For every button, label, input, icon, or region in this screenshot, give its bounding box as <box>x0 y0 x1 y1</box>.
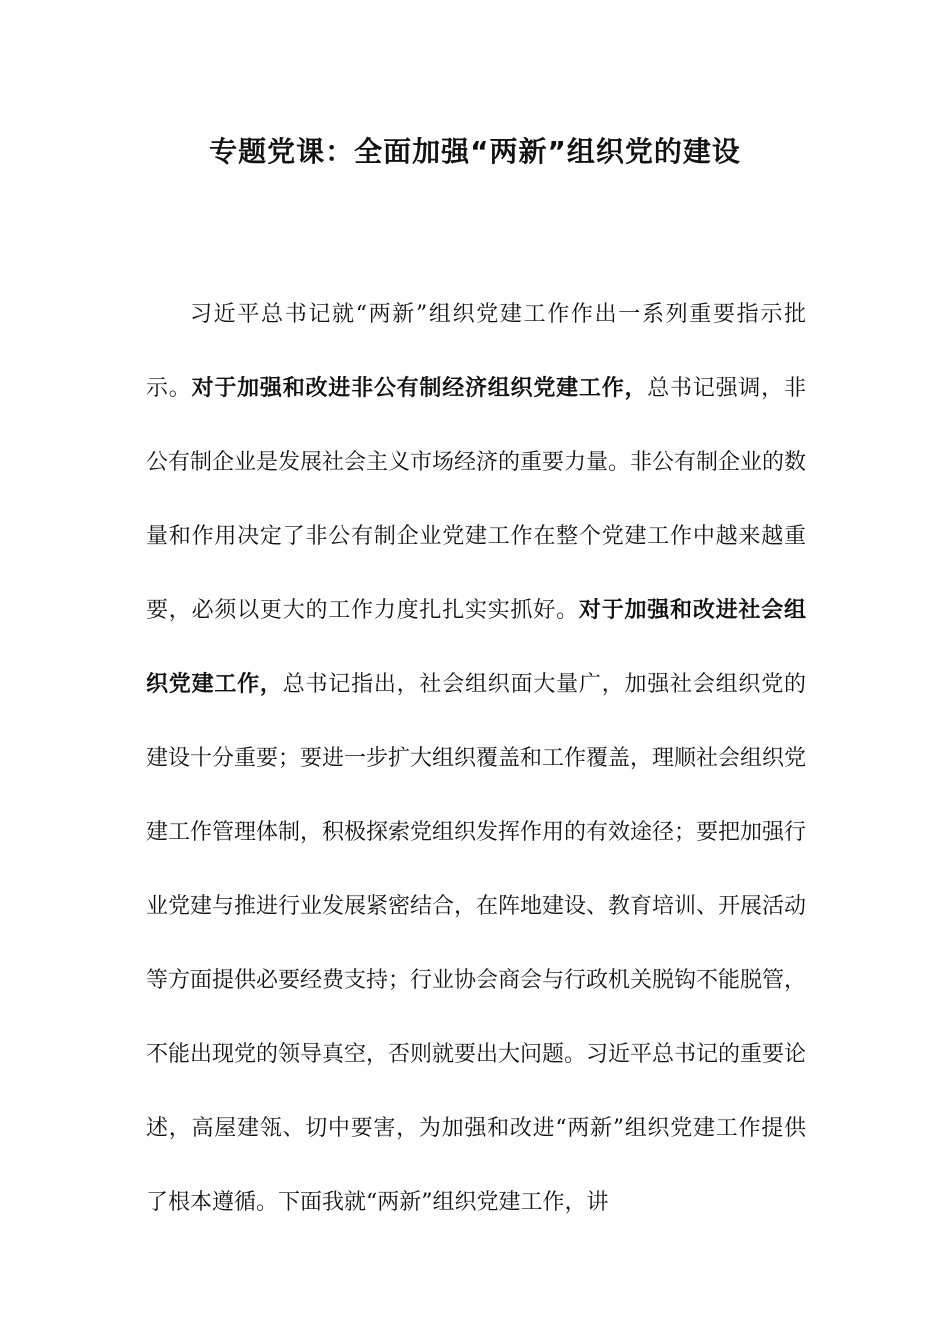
paragraph-text: 总书记指出，社会组织面大量广，加强社会组织党的建设十分重要；要进一步扩大组织覆盖和工作覆盖，理顺社会组织党建工作管理体制，积极探索党组织发挥作用的有效途径；要把加强行业党建与推进行业发展紧密结合，在阵地建设、教育培训、开展活动等方面提供必要经费支持；行业协会商会与行政机关脱钩不能脱管，不能出现党的领导真空，否则就要出大问题。习近平总书记的重要论述，高屋建瓴、切中要害，为加强和改进“两新”组织党建工作提供了根本遵循。下面我就“两新”组织党建工作，讲 <box>146 672 807 1215</box>
bold-heading-nonpublic: 对于加强和改进非公有制经济组织党建工作， <box>191 376 648 401</box>
paragraph-text: 习近平总书记就“两新”组织党建工作作出一系列重要指示批示。 <box>146 302 806 401</box>
document-title: 专题党课：全面加强“两新”组织党的建设 <box>209 135 741 168</box>
paragraph-text: 总书记强调，非公有制企业是发展社会主义市场经济的重要力量。非公有制企业的数量和作用决定了非公有制企业党建工作在整个党建工作中越来越重要，必须以更大的工作力度扎扎实实抓好。 <box>146 376 807 623</box>
body-paragraph <box>146 278 806 1240</box>
bold-heading-social: 对于加强和改进社会组织党建工作， <box>146 598 806 697</box>
